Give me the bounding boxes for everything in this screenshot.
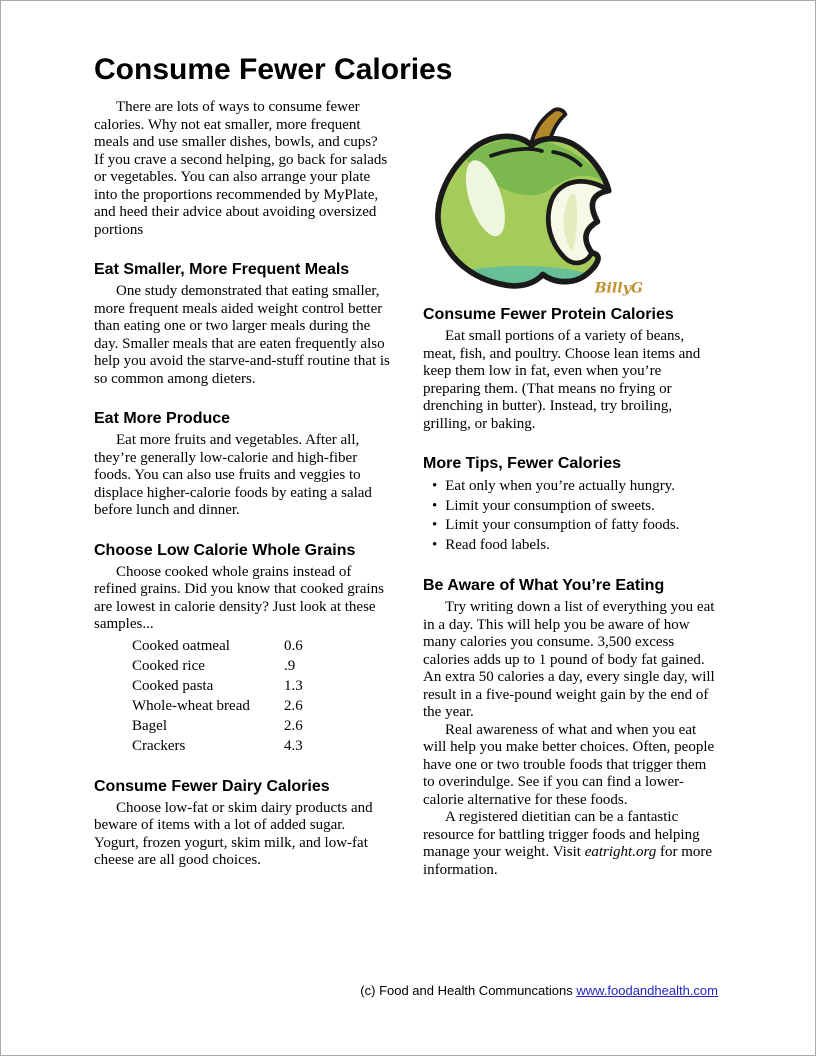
table-row — [132, 716, 390, 736]
paragraph-text: A registered dietitian can be a fantastic resource for battling trigger foods and helping manage your weight. Visit — [423, 809, 700, 860]
footer-website-link[interactable]: www.foodandhealth.com — [576, 983, 718, 998]
be-aware-paragraph-1: Try writing down a list of everything you eat in a day. This will help you be aware of how many calories you consume. 3,500 excess calories adds up to 1 pound of body fat gained. An extra 50 calories a day, every single day, will result in a five-pound weight gain by the end of the year. — [423, 599, 715, 720]
grain-name: Crackers — [132, 737, 186, 754]
section-heading-dairy: Consume Fewer Dairy Calories — [94, 777, 330, 795]
grain-name: Bagel — [132, 717, 167, 734]
smaller-meals-paragraph: One study demonstrated that eating smaller, more frequent meals aided weight control better than eating one or two larger meals during the day. Smaller meals that are eaten frequently also help you avoid the starve-and-stuff routine that is so common among dieters. — [94, 283, 390, 387]
section-heading-protein: Consume Fewer Protein Calories — [423, 306, 674, 323]
grain-value: .9 — [284, 657, 296, 674]
section-heading-whole-grains: Choose Low Calorie Whole Grains — [94, 541, 356, 559]
table-row — [132, 676, 390, 696]
section-heading-smaller-meals: Eat Smaller, More Frequent Meals — [94, 261, 350, 278]
grain-value: 2.6 — [284, 717, 303, 734]
grain-value: 0.6 — [284, 637, 303, 654]
table-row — [132, 736, 390, 756]
calorie-density-table — [132, 636, 390, 756]
intro-paragraph: There are lots of ways to consume fewer calories. Why not eat smaller, more frequent meals and use smaller dishes, bowls, and cups? If you crave a second helping, go back for salads or vegetables. You can also arrange your plate into the proportions recommended by MyPlate, and heed their advice about avoiding oversized portions — [94, 99, 388, 238]
list-item: • Eat only when you’re actually hungry. — [432, 477, 719, 497]
grain-name: Cooked pasta — [132, 677, 214, 694]
grain-value: 4.3 — [284, 737, 303, 754]
grain-value: 2.6 — [284, 697, 303, 714]
section-heading-more-tips: More Tips, Fewer Calories — [423, 455, 621, 472]
grain-value: 1.3 — [284, 677, 303, 694]
left-column — [94, 99, 390, 879]
artist-signature: BillyG — [594, 280, 643, 297]
grain-name: Whole-wheat bread — [132, 697, 250, 714]
be-aware-paragraph-2: Real awareness of what and when you eat will help you make better choices. Often, people have one or two trouble foods that trigger them to overindulge. See if you can find a lower-calorie alternative for these foods. — [423, 721, 715, 808]
protein-paragraph: Eat small portions of a variety of beans, meat, fish, and poultry. Choose lean items and keep them low in fat, even when you’re preparing them. (That means no frying or drenching in butter). Instead, try broiling, grilling, or baking. — [423, 328, 701, 432]
two-column-layout — [94, 99, 719, 879]
page-title: Consume Fewer Calories — [94, 53, 453, 86]
be-aware-paragraph-3 — [423, 809, 719, 879]
table-row — [132, 696, 390, 716]
dairy-paragraph: Choose low-fat or skim dairy products and beware of items with a lot of added sugar. Yogurt, frozen yogurt, skim milk, and low-fat cheese are all good choices. — [94, 799, 373, 868]
page-footer — [360, 983, 718, 999]
section-heading-more-produce: Eat More Produce — [94, 410, 231, 427]
eatright-reference: eatright.org — [584, 844, 657, 860]
list-item: • Read food labels. — [432, 536, 719, 556]
section-heading-be-aware: Be Aware of What You’re Eating — [423, 577, 665, 594]
more-produce-paragraph: Eat more fruits and vegetables. After all, they’re generally low-calorie and high-fiber foods. You can also use fruits and veggies to displace higher-calorie foods by eating a salad before lunch and dinner. — [94, 432, 372, 518]
bitten-apple-illustration — [427, 101, 653, 301]
table-row — [132, 636, 390, 656]
grain-name: Cooked rice — [132, 657, 205, 674]
grain-name: Cooked oatmeal — [132, 637, 230, 654]
list-item: • Limit your consumption of sweets. — [432, 497, 719, 517]
paragraph-text: for more information. — [423, 844, 713, 878]
whole-grains-paragraph: Choose cooked whole grains instead of refined grains. Did you know that cooked grains are lowest in calorie density? Just look at these samples... — [94, 563, 384, 632]
table-row — [132, 656, 390, 676]
right-column — [423, 99, 719, 879]
tips-list — [423, 477, 719, 555]
list-item: • Limit your consumption of fatty foods. — [432, 516, 719, 536]
copyright-text: (c) Food and Health Communcations — [360, 983, 577, 998]
